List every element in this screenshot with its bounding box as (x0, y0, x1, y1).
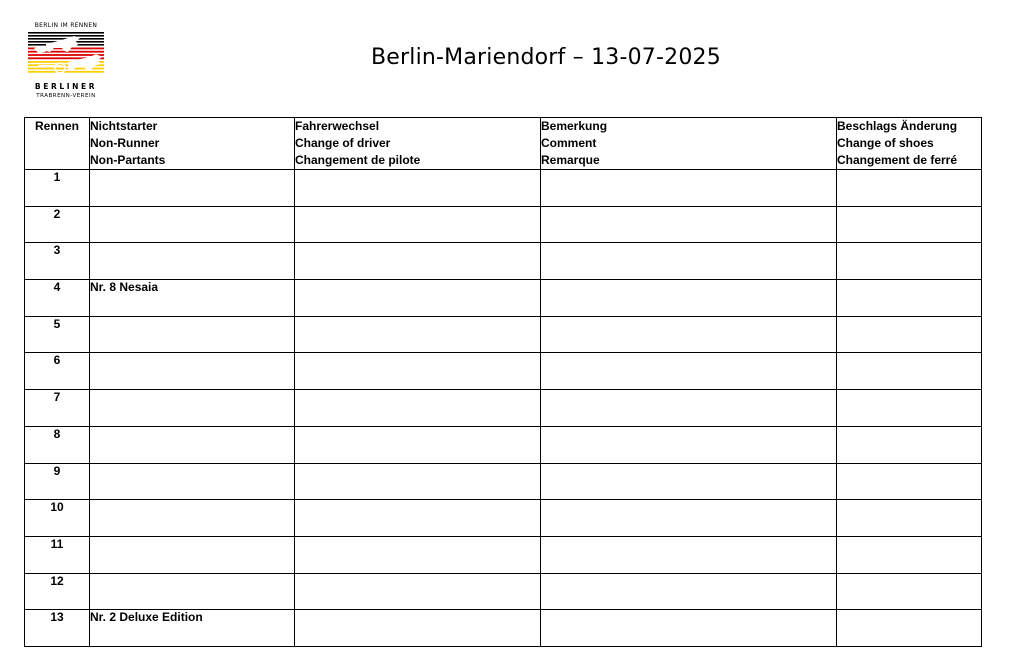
shoe-change-cell (837, 170, 982, 207)
shoe-change-cell (837, 426, 982, 463)
comment-cell (541, 426, 837, 463)
header-line: Nichtstarter (90, 119, 158, 133)
header-comment (541, 118, 837, 170)
header-line: Change of shoes (837, 136, 934, 150)
driver-change-cell (295, 573, 541, 610)
non-starter-cell (90, 170, 295, 207)
header-non-starters (90, 118, 295, 170)
driver-change-cell (295, 243, 541, 280)
table-row (25, 280, 982, 317)
driver-change-cell (295, 463, 541, 500)
header-line: Bemerkung (541, 119, 608, 133)
driver-change-cell (295, 206, 541, 243)
header-line: Beschlags Änderung (837, 119, 958, 133)
logo (27, 22, 105, 100)
non-starter-cell (90, 573, 295, 610)
race-number-cell: 3 (25, 243, 90, 280)
table-body (25, 170, 982, 647)
comment-cell (541, 500, 837, 537)
shoe-change-cell (837, 390, 982, 427)
header-line: Comment (541, 136, 597, 150)
shoe-change-cell (837, 280, 982, 317)
table-row (25, 243, 982, 280)
race-number-cell: 10 (25, 500, 90, 537)
non-starter-cell (90, 243, 295, 280)
header-line: Fahrerwechsel (295, 119, 380, 133)
non-starter-cell (90, 353, 295, 390)
race-number-cell: 6 (25, 353, 90, 390)
table-row (25, 536, 982, 573)
logo-brand: BERLINER (34, 82, 98, 91)
horse-racing-logo-icon (28, 32, 104, 78)
driver-change-cell (295, 426, 541, 463)
header-race (25, 118, 90, 170)
table-row (25, 573, 982, 610)
shoe-change-cell (837, 206, 982, 243)
shoe-change-cell (837, 353, 982, 390)
comment-cell (541, 610, 837, 647)
table-row (25, 426, 982, 463)
non-starter-cell (90, 316, 295, 353)
page-title: Berlin-Mariendorf – 13-07-2025 (371, 45, 721, 70)
non-starter-cell (90, 426, 295, 463)
race-changes-table (24, 117, 982, 647)
shoe-change-cell (837, 573, 982, 610)
driver-change-cell (295, 280, 541, 317)
table-row (25, 353, 982, 390)
header-line: Changement de ferré (837, 153, 958, 167)
race-number-cell: 13 (25, 610, 90, 647)
comment-cell (541, 206, 837, 243)
shoe-change-cell (837, 463, 982, 500)
non-starter-cell (90, 390, 295, 427)
non-starter-cell: Nr. 8 Nesaia (90, 280, 295, 317)
shoe-change-cell (837, 316, 982, 353)
driver-change-cell (295, 390, 541, 427)
table-row (25, 500, 982, 537)
shoe-change-cell (837, 610, 982, 647)
non-starter-cell (90, 206, 295, 243)
shoe-change-cell (837, 500, 982, 537)
driver-change-cell (295, 170, 541, 207)
driver-change-cell (295, 316, 541, 353)
comment-cell (541, 316, 837, 353)
comment-cell (541, 390, 837, 427)
driver-change-cell (295, 500, 541, 537)
header-line: Changement de pilote (295, 153, 421, 167)
table-row (25, 206, 982, 243)
table-row (25, 316, 982, 353)
non-starter-cell: Nr. 2 Deluxe Edition (90, 610, 295, 647)
logo-top-text: BERLIN IM RENNEN (34, 22, 98, 29)
race-number-cell: 5 (25, 316, 90, 353)
driver-change-cell (295, 353, 541, 390)
comment-cell (541, 280, 837, 317)
comment-cell (541, 243, 837, 280)
table-row (25, 463, 982, 500)
table-row (25, 390, 982, 427)
comment-cell (541, 463, 837, 500)
race-number-cell: 8 (25, 426, 90, 463)
driver-change-cell (295, 536, 541, 573)
comment-cell (541, 573, 837, 610)
header-line: Non-Partants (90, 153, 166, 167)
driver-change-cell (295, 610, 541, 647)
race-number-cell: 9 (25, 463, 90, 500)
race-number-cell: 4 (25, 280, 90, 317)
comment-cell (541, 536, 837, 573)
race-number-cell: 1 (25, 170, 90, 207)
header-line: Remarque (541, 153, 600, 167)
non-starter-cell (90, 463, 295, 500)
race-number-cell: 12 (25, 573, 90, 610)
header-race-label: Rennen (34, 119, 79, 133)
table-row (25, 610, 982, 647)
shoe-change-cell (837, 536, 982, 573)
race-number-cell: 11 (25, 536, 90, 573)
header-line: Non-Runner (90, 136, 160, 150)
header-line: Change of driver (295, 136, 391, 150)
header-driver-change (295, 118, 541, 170)
table-row (25, 170, 982, 207)
non-starter-cell (90, 536, 295, 573)
race-number-cell: 7 (25, 390, 90, 427)
header-shoe-change (837, 118, 982, 170)
logo-subtitle: TRABRENN-VEREIN (36, 93, 96, 99)
non-starter-cell (90, 500, 295, 537)
shoe-change-cell (837, 243, 982, 280)
table-header-row (25, 118, 982, 170)
comment-cell (541, 353, 837, 390)
comment-cell (541, 170, 837, 207)
race-number-cell: 2 (25, 206, 90, 243)
